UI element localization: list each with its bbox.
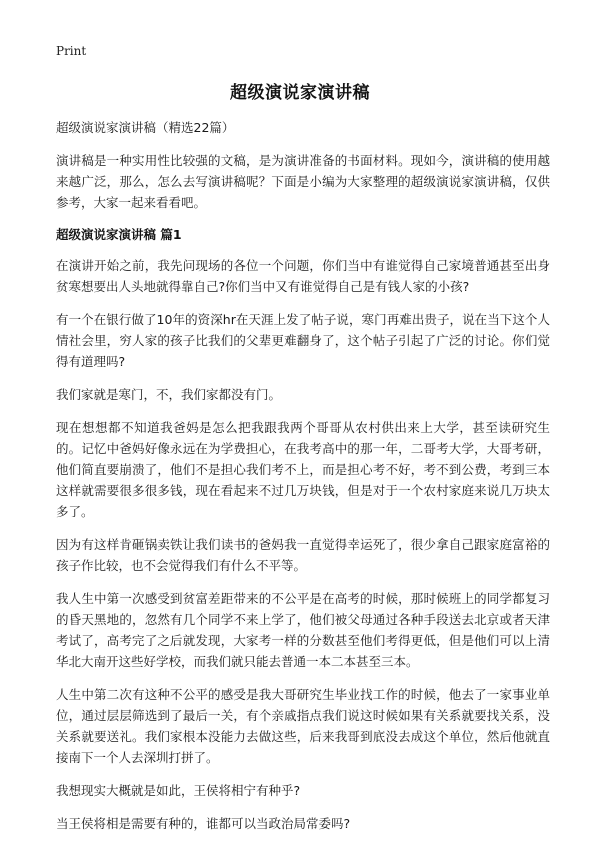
print-link[interactable]: Print <box>56 44 87 58</box>
body-paragraph: 现在想想都不知道我爸妈是怎么把我跟我两个哥哥从农村供出来上大学，甚至读研究生的。记忆中爸妈好像永远在为学费担心，在我考高中的那一年，二哥考大学，大哥考研，他们简直要崩溃了，他们不是担心我们考不上，而是担心考不好，考不到公费，考到三本这样就需要很多很多钱，现在看起来不过几万块钱，但是对于一个农村家庭来说几万块太多了。 <box>56 420 550 519</box>
body-paragraph: 当王侯将相是需要有种的，谁都可以当政治局常委吗? <box>56 816 351 831</box>
intro-paragraph: 演讲稿是一种实用性比较强的文稿，是为演讲准备的书面材料。现如今，演讲稿的使用越来越广泛，那么，怎么去写演讲稿呢？下面是小编为大家整理的超级演说家演讲稿，仅供参考，大家一起来看看吧。 <box>56 153 550 210</box>
section-heading: 超级演说家演讲稿 篇1 <box>56 227 182 242</box>
document-title: 超级演说家演讲稿 <box>230 83 370 103</box>
body-paragraph: 我们家就是寒门，不，我们家都没有门。 <box>56 387 282 402</box>
body-paragraph: 人生中第二次有这种不公平的感受是我大哥研究生毕业找工作的时候，他去了一家事业单位，通过层层筛选到了最后一关，有个亲戚指点我们说这时候如果有关系就要找关系，没关系就要送礼。我们家根本没能力去做这些，后来我哥到底没去成这个单位，然后他就直接南下一个人去深圳打拼了。 <box>56 687 550 765</box>
document-subtitle: 超级演说家演讲稿（精选22篇） <box>56 120 235 135</box>
document-body <box>56 118 550 846</box>
body-paragraph: 因为有这样肯砸锅卖铁让我们读书的爸妈我一直觉得幸运死了，很少拿自己跟家庭富裕的孩子作比较，也不会觉得我们有什么不平等。 <box>56 537 550 573</box>
body-paragraph: 我想现实大概就是如此，王侯将相宁有种乎? <box>56 783 301 798</box>
body-paragraph: 我人生中第一次感受到贫富差距带来的不公平是在高考的时候，那时候班上的同学都复习的昏天黑地的，忽然有几个同学不来上学了，他们被父母通过各种手段送去北京或者天津考试了，高考完了之后就发现，大家考一样的分数甚至他们考得更低，但是他们可以上清华北大南开这些好学校，而我们就只能去普通一本二本甚至三本。 <box>56 591 550 669</box>
body-paragraph: 有一个在银行做了10年的资深hr在天涯上发了帖子说，寒门再难出贵子，说在当下这个人情社会里，穷人家的孩子比我们的父辈更难翻身了，这个帖子引起了广泛的讨论。你们觉得有道理吗? <box>56 312 550 369</box>
body-paragraph: 在演讲开始之前，我先问现场的各位一个问题，你们当中有谁觉得自己家境普通甚至出身贫寒想要出人头地就得靠自己?你们当中又有谁觉得自己是有钱人家的小孩? <box>56 258 550 294</box>
